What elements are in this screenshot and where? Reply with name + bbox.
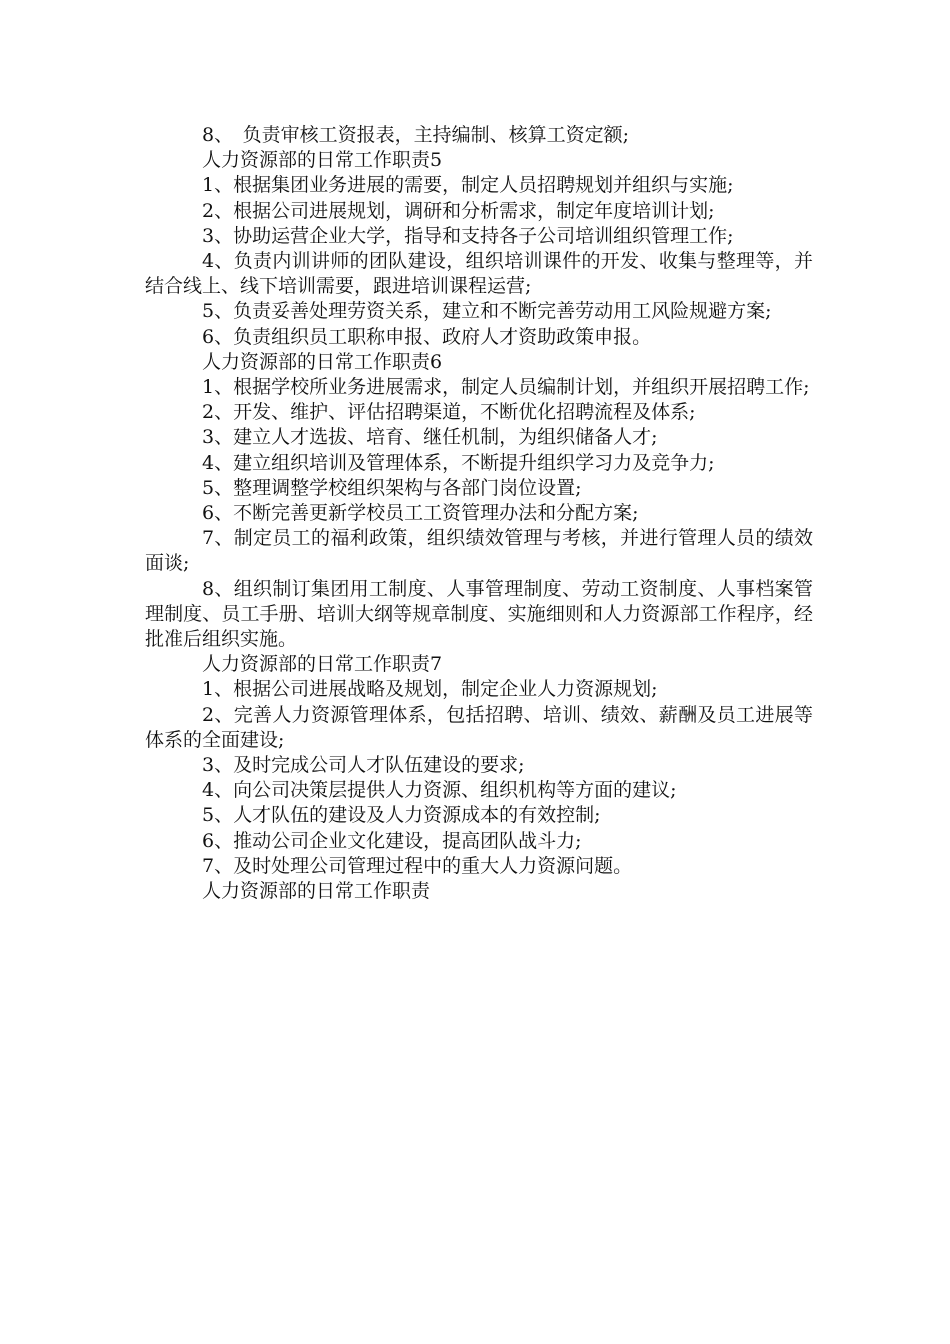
list-item: 8、 负责审核工资报表，主持编制、核算工资定额; — [202, 124, 629, 146]
list-item: 2、完善人力资源管理体系，包括招聘、培训、绩效、薪酬及员工进展等体系的全面建设; — [145, 703, 813, 751]
list-item: 7、及时处理公司管理过程中的重大人力资源问题。 — [202, 854, 633, 877]
list-item: 2、开发、维护、评估招聘渠道，不断优化招聘流程及体系; — [202, 401, 696, 424]
list-item: 5、人才队伍的建设及人力资源成本的有效控制; — [202, 804, 601, 827]
list-item: 5、整理调整学校组织架构与各部门岗位设置; — [202, 476, 582, 499]
list-item: 1、根据集团业务进展的需要，制定人员招聘规划并组织与实施; — [202, 174, 734, 197]
list-item: 5、负责妥善处理劳资关系，建立和不断完善劳动用工风险规避方案; — [202, 300, 772, 323]
list-item: 6、负责组织员工职称申报、政府人才资助政策申报。 — [202, 325, 652, 348]
list-item: 1、根据学校所业务进展需求，制定人员编制计划，并组织开展招聘工作; — [202, 376, 810, 399]
section-heading: 人力资源部的日常工作职责6 — [202, 350, 443, 373]
list-item: 3、及时完成公司人才队伍建设的要求; — [202, 754, 525, 777]
list-item: 4、向公司决策层提供人力资源、组织机构等方面的建议; — [202, 779, 677, 802]
list-item: 2、根据公司进展规划，调研和分析需求，制定年度培训计划; — [202, 199, 715, 222]
list-item: 4、建立组织培训及管理体系，不断提升组织学习力及竞争力; — [202, 451, 715, 474]
list-item: 6、推动公司企业文化建设，提高团队战斗力; — [202, 829, 582, 852]
list-item: 3、建立人才选拔、培育、继任机制，为组织储备人才; — [202, 426, 658, 449]
list-item: 8、组织制订集团用工制度、人事管理制度、劳动工资制度、人事档案管理制度、员工手册、培训大纲等规章制度、实施细则和人力资源部工作程序，经批准后组织实施。 — [145, 577, 813, 651]
section-heading: 人力资源部的日常工作职责7 — [202, 653, 443, 676]
list-item: 6、不断完善更新学校员工工资管理办法和分配方案; — [202, 502, 639, 525]
section-heading: 人力资源部的日常工作职责 — [202, 880, 431, 903]
list-item: 1、根据公司进展战略及规划，制定企业人力资源规划; — [202, 678, 658, 701]
document-body — [145, 123, 813, 904]
list-item: 3、协助运营企业大学，指导和支持各子公司培训组织管理工作; — [202, 224, 734, 247]
list-item: 7、制定员工的福利政策，组织绩效管理与考核，并进行管理人员的绩效面谈; — [145, 527, 813, 575]
list-item: 4、负责内训讲师的团队建设，组织培训课件的开发、收集与整理等，并结合线上、线下培训需要，跟进培训课程运营; — [145, 250, 813, 298]
section-heading: 人力资源部的日常工作职责5 — [202, 149, 443, 172]
